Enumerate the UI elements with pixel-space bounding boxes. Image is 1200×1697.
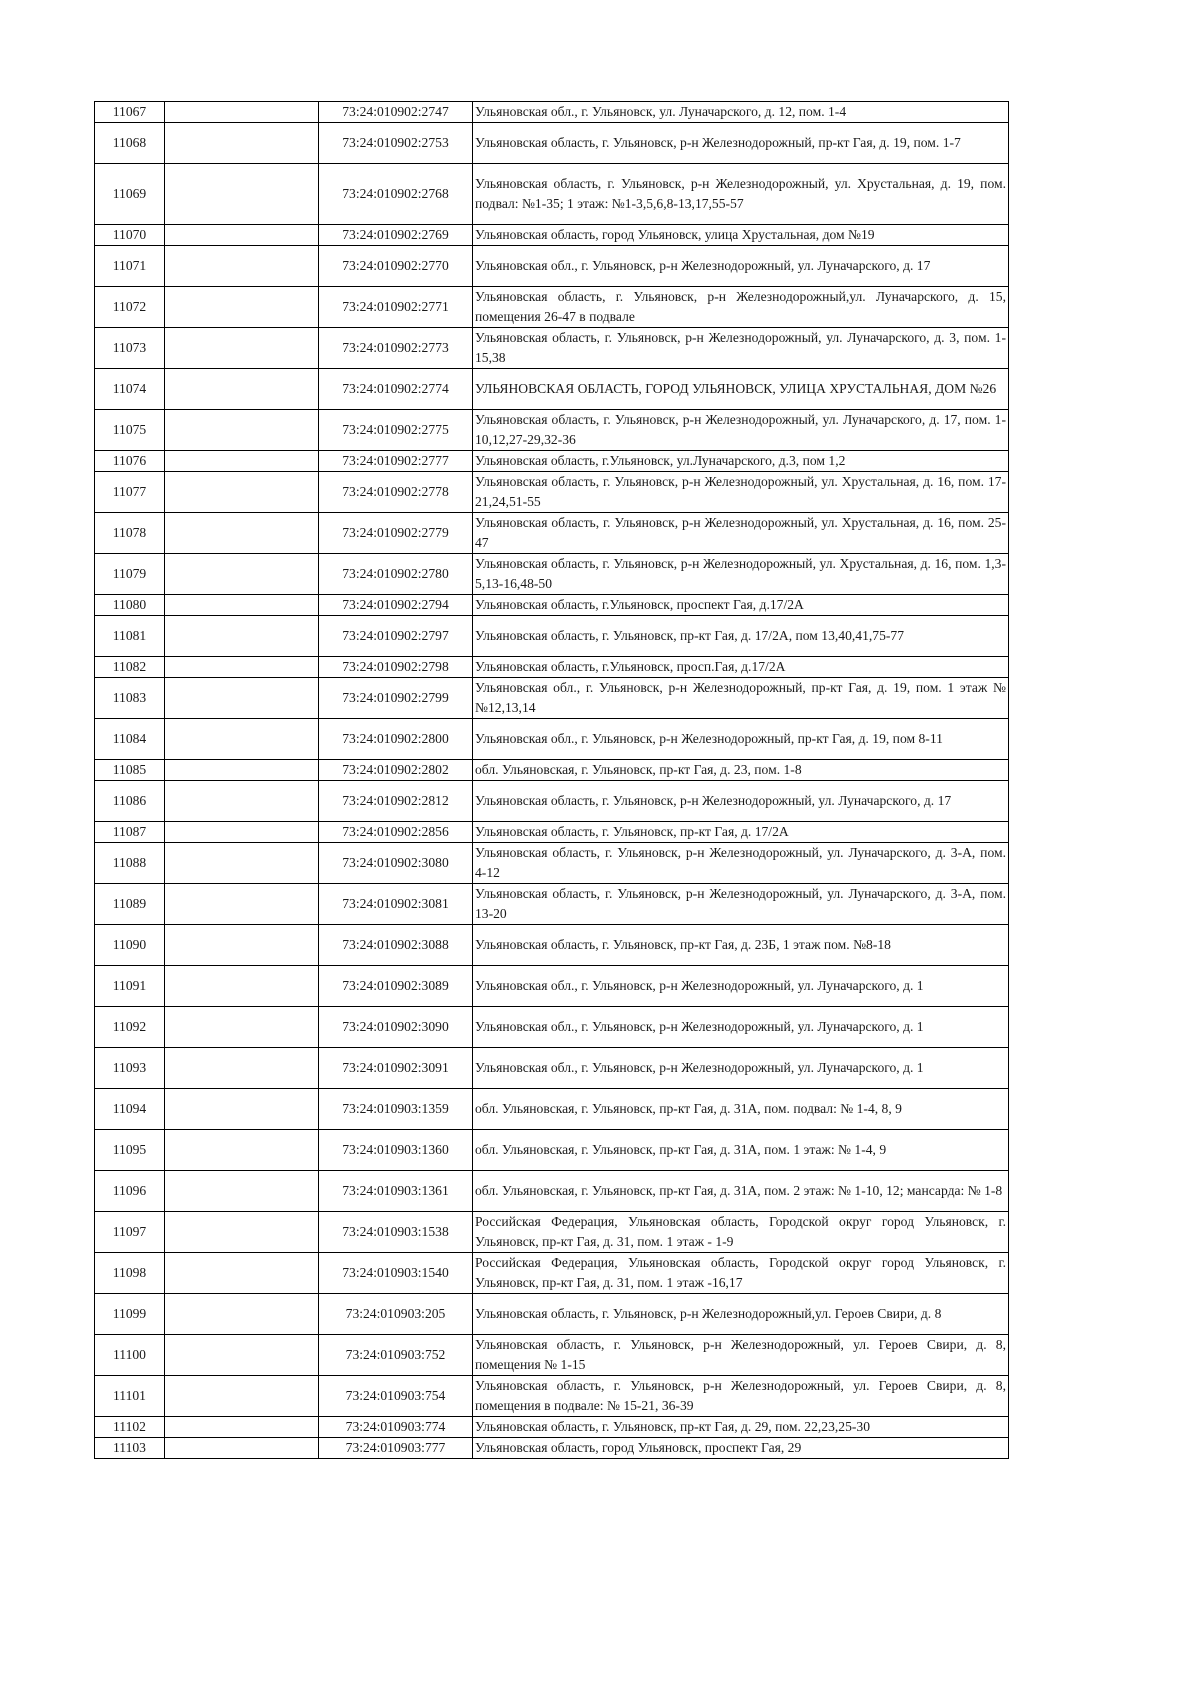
empty-cell [165,225,319,246]
row-number: 11099 [95,1294,165,1335]
empty-cell [165,657,319,678]
address: Ульяновская обл., г. Ульяновск, р-н Железнодорожный, ул. Луначарского, д. 1 [473,1048,1009,1089]
empty-cell [165,1417,319,1438]
cadastral-number: 73:24:010902:2769 [319,225,473,246]
row-number: 11080 [95,595,165,616]
row-number: 11098 [95,1253,165,1294]
row-number: 11079 [95,554,165,595]
row-number: 11089 [95,884,165,925]
row-number: 11081 [95,616,165,657]
cadastral-number: 73:24:010902:3088 [319,925,473,966]
address: Ульяновская область, г. Ульяновск, р-н Железнодорожный, ул. Луначарского, д. 3-А, пом. 13-20 [473,884,1009,925]
row-number: 11103 [95,1438,165,1459]
table-row [95,616,1009,657]
table-row [95,1417,1009,1438]
address: Ульяновская область, г. Ульяновск, р-н Железнодорожный, ул. Луначарского, д. 17 [473,781,1009,822]
table-row [95,123,1009,164]
address: Ульяновская область, г.Ульяновск, ул.Луначарского, д.3, пом 1,2 [473,451,1009,472]
row-number: 11083 [95,678,165,719]
empty-cell [165,719,319,760]
row-number: 11075 [95,410,165,451]
table-row [95,1294,1009,1335]
empty-cell [165,1130,319,1171]
cadastral-number: 73:24:010903:754 [319,1376,473,1417]
empty-cell [165,123,319,164]
row-number: 11090 [95,925,165,966]
address: Ульяновская область, г. Ульяновск, р-н Железнодорожный, пр-кт Гая, д. 19, пом. 1-7 [473,123,1009,164]
address: обл. Ульяновская, г. Ульяновск, пр-кт Гая, д. 31А, пом. подвал: № 1-4, 8, 9 [473,1089,1009,1130]
empty-cell [165,1253,319,1294]
table-row [95,225,1009,246]
table-row [95,781,1009,822]
address: Ульяновская область, г. Ульяновск, р-н Железнодорожный, ул. Хрустальная, д. 16, пом. 1,3-5,13-16,48-50 [473,554,1009,595]
cadastral-number: 73:24:010902:2794 [319,595,473,616]
row-number: 11094 [95,1089,165,1130]
cadastral-number: 73:24:010903:1540 [319,1253,473,1294]
cadastral-number: 73:24:010902:2777 [319,451,473,472]
cadastral-number: 73:24:010902:2773 [319,328,473,369]
table-row [95,287,1009,328]
empty-cell [165,328,319,369]
table-row [95,966,1009,1007]
table-row [95,1253,1009,1294]
row-number: 11085 [95,760,165,781]
cadastral-number: 73:24:010902:3091 [319,1048,473,1089]
address: Ульяновская область, г. Ульяновск, р-н Железнодорожный,ул. Луначарского, д. 15, помещения 26-47 в подвале [473,287,1009,328]
row-number: 11068 [95,123,165,164]
row-number: 11100 [95,1335,165,1376]
address: обл. Ульяновская, г. Ульяновск, пр-кт Гая, д. 31А, пом. 2 этаж: № 1-10, 12; мансарда: № 1-8 [473,1171,1009,1212]
row-number: 11071 [95,246,165,287]
address: Российская Федерация, Ульяновская область, Городской округ город Ульяновск, г. Ульяновск, пр-кт Гая, д. 31, пом. 1 этаж - 1-9 [473,1212,1009,1253]
address: Ульяновская область, г. Ульяновск, пр-кт Гая, д. 17/2А [473,822,1009,843]
row-number: 11069 [95,164,165,225]
cadastral-number: 73:24:010903:1538 [319,1212,473,1253]
table-row [95,822,1009,843]
row-number: 11097 [95,1212,165,1253]
empty-cell [165,884,319,925]
table-row [95,1007,1009,1048]
row-number: 11084 [95,719,165,760]
cadastral-number: 73:24:010902:3090 [319,1007,473,1048]
cadastral-number: 73:24:010903:1359 [319,1089,473,1130]
row-number: 11101 [95,1376,165,1417]
row-number: 11082 [95,657,165,678]
cadastral-number: 73:24:010902:3080 [319,843,473,884]
cadastral-number: 73:24:010902:2770 [319,246,473,287]
address: Ульяновская обл., г. Ульяновск, р-н Железнодорожный, ул. Луначарского, д. 1 [473,966,1009,1007]
address: Ульяновская область, город Ульяновск, улица Хрустальная, дом №19 [473,225,1009,246]
table-row [95,1171,1009,1212]
address: Ульяновская обл., г. Ульяновск, р-н Железнодорожный, пр-кт Гая, д. 19, пом 8-11 [473,719,1009,760]
empty-cell [165,760,319,781]
empty-cell [165,472,319,513]
row-number: 11095 [95,1130,165,1171]
cadastral-number: 73:24:010903:777 [319,1438,473,1459]
cadastral-number: 73:24:010903:1361 [319,1171,473,1212]
table-row [95,925,1009,966]
cadastral-number: 73:24:010903:752 [319,1335,473,1376]
address: Ульяновская область, г. Ульяновск, р-н Железнодорожный, ул. Луначарского, д. 3-А, пом. 4-12 [473,843,1009,884]
cadastral-number: 73:24:010902:2775 [319,410,473,451]
address: Ульяновская область, г. Ульяновск, р-н Железнодорожный,ул. Героев Свири, д. 8 [473,1294,1009,1335]
registry-table [94,101,1009,1459]
empty-cell [165,1212,319,1253]
table-row [95,451,1009,472]
empty-cell [165,369,319,410]
empty-cell [165,410,319,451]
address: Ульяновская обл., г. Ульяновск, ул. Луначарского, д. 12, пом. 1-4 [473,102,1009,123]
address: Ульяновская обл., г. Ульяновск, р-н Железнодорожный, ул. Луначарского, д. 1 [473,1007,1009,1048]
table-row [95,843,1009,884]
cadastral-number: 73:24:010902:2779 [319,513,473,554]
empty-cell [165,843,319,884]
row-number: 11093 [95,1048,165,1089]
address: Ульяновская область, г.Ульяновск, проспект Гая, д.17/2А [473,595,1009,616]
row-number: 11086 [95,781,165,822]
empty-cell [165,678,319,719]
cadastral-number: 73:24:010902:2771 [319,287,473,328]
row-number: 11087 [95,822,165,843]
cadastral-number: 73:24:010902:2780 [319,554,473,595]
cadastral-number: 73:24:010903:774 [319,1417,473,1438]
table-row [95,1376,1009,1417]
cadastral-number: 73:24:010902:2812 [319,781,473,822]
table-row [95,102,1009,123]
table-row [95,554,1009,595]
address: Ульяновская область, г. Ульяновск, р-н Железнодорожный, ул. Хрустальная, д. 16, пом. 17-21,24,51-55 [473,472,1009,513]
row-number: 11088 [95,843,165,884]
row-number: 11074 [95,369,165,410]
empty-cell [165,781,319,822]
table-row [95,513,1009,554]
address: Ульяновская область, г. Ульяновск, р-н Железнодорожный, ул. Хрустальная, д. 16, пом. 25-47 [473,513,1009,554]
row-number: 11102 [95,1417,165,1438]
address: Ульяновская область, г. Ульяновск, пр-кт Гая, д. 17/2А, пом 13,40,41,75-77 [473,616,1009,657]
address: Ульяновская область, г. Ульяновск, р-н Железнодорожный, ул. Героев Свири, д. 8, помещения № 1-15 [473,1335,1009,1376]
empty-cell [165,616,319,657]
empty-cell [165,1438,319,1459]
empty-cell [165,1171,319,1212]
cadastral-number: 73:24:010902:2753 [319,123,473,164]
cadastral-number: 73:24:010902:2802 [319,760,473,781]
table-row [95,760,1009,781]
row-number: 11092 [95,1007,165,1048]
table-row [95,369,1009,410]
row-number: 11077 [95,472,165,513]
row-number: 11078 [95,513,165,554]
address: Ульяновская область, г.Ульяновск, просп.Гая, д.17/2А [473,657,1009,678]
cadastral-number: 73:24:010902:2778 [319,472,473,513]
cadastral-number: 73:24:010902:2768 [319,164,473,225]
address: обл. Ульяновская, г. Ульяновск, пр-кт Гая, д. 31А, пом. 1 этаж: № 1-4, 9 [473,1130,1009,1171]
table-row [95,884,1009,925]
cadastral-number: 73:24:010903:205 [319,1294,473,1335]
empty-cell [165,1376,319,1417]
cadastral-number: 73:24:010902:2747 [319,102,473,123]
cadastral-number: 73:24:010902:2856 [319,822,473,843]
cadastral-number: 73:24:010902:2774 [319,369,473,410]
table-row [95,410,1009,451]
table-row [95,1048,1009,1089]
table-row [95,472,1009,513]
cadastral-number: 73:24:010902:2799 [319,678,473,719]
empty-cell [165,246,319,287]
row-number: 11076 [95,451,165,472]
table-row [95,164,1009,225]
cadastral-number: 73:24:010902:2800 [319,719,473,760]
table-row [95,1089,1009,1130]
address: Ульяновская область, г. Ульяновск, р-н Железнодорожный, ул. Хрустальная, д. 19, пом. подвал: №1-35; 1 этаж: №1-3,5,6,8-13,17,55-57 [473,164,1009,225]
empty-cell [165,595,319,616]
address: Ульяновская область, г. Ульяновск, пр-кт Гая, д. 29, пом. 22,23,25-30 [473,1417,1009,1438]
address: Ульяновская область, г. Ульяновск, р-н Железнодорожный, ул. Луначарского, д. 17, пом. 1-10,12,27-29,32-36 [473,410,1009,451]
address: Ульяновская область, г. Ульяновск, р-н Железнодорожный, ул. Луначарского, д. 3, пом. 1-15,38 [473,328,1009,369]
cadastral-number: 73:24:010902:3081 [319,884,473,925]
empty-cell [165,1294,319,1335]
address: Ульяновская обл., г. Ульяновск, р-н Железнодорожный, ул. Луначарского, д. 17 [473,246,1009,287]
table-row [95,719,1009,760]
empty-cell [165,1335,319,1376]
empty-cell [165,287,319,328]
row-number: 11072 [95,287,165,328]
table-row [95,595,1009,616]
cadastral-number: 73:24:010902:3089 [319,966,473,1007]
registry-rows [95,102,1009,1459]
table-row [95,328,1009,369]
row-number: 11067 [95,102,165,123]
empty-cell [165,925,319,966]
address: обл. Ульяновская, г. Ульяновск, пр-кт Гая, д. 23, пом. 1-8 [473,760,1009,781]
empty-cell [165,822,319,843]
table-row [95,1335,1009,1376]
row-number: 11091 [95,966,165,1007]
address: УЛЬЯНОВСКАЯ ОБЛАСТЬ, ГОРОД УЛЬЯНОВСК, УЛИЦА ХРУСТАЛЬНАЯ, ДОМ №26 [473,369,1009,410]
empty-cell [165,554,319,595]
row-number: 11073 [95,328,165,369]
table-row [95,1130,1009,1171]
empty-cell [165,1048,319,1089]
empty-cell [165,102,319,123]
empty-cell [165,966,319,1007]
empty-cell [165,451,319,472]
cadastral-number: 73:24:010902:2797 [319,616,473,657]
table-row [95,657,1009,678]
empty-cell [165,1089,319,1130]
address: Ульяновская область, г. Ульяновск, пр-кт Гая, д. 23Б, 1 этаж пом. №8-18 [473,925,1009,966]
table-row [95,246,1009,287]
row-number: 11096 [95,1171,165,1212]
cadastral-number: 73:24:010902:2798 [319,657,473,678]
empty-cell [165,164,319,225]
table-row [95,1438,1009,1459]
address: Российская Федерация, Ульяновская область, Городской округ город Ульяновск, г. Ульяновск, пр-кт Гая, д. 31, пом. 1 этаж -16,17 [473,1253,1009,1294]
cadastral-number: 73:24:010903:1360 [319,1130,473,1171]
table-row [95,1212,1009,1253]
table-row [95,678,1009,719]
empty-cell [165,1007,319,1048]
empty-cell [165,513,319,554]
address: Ульяновская область, г. Ульяновск, р-н Железнодорожный, ул. Героев Свири, д. 8, помещения в подвале: № 15-21, 36-39 [473,1376,1009,1417]
address: Ульяновская область, город Ульяновск, проспект Гая, 29 [473,1438,1009,1459]
row-number: 11070 [95,225,165,246]
address: Ульяновская обл., г. Ульяновск, р-н Железнодорожный, пр-кт Гая, д. 19, пом. 1 этаж №№12,13,14 [473,678,1009,719]
